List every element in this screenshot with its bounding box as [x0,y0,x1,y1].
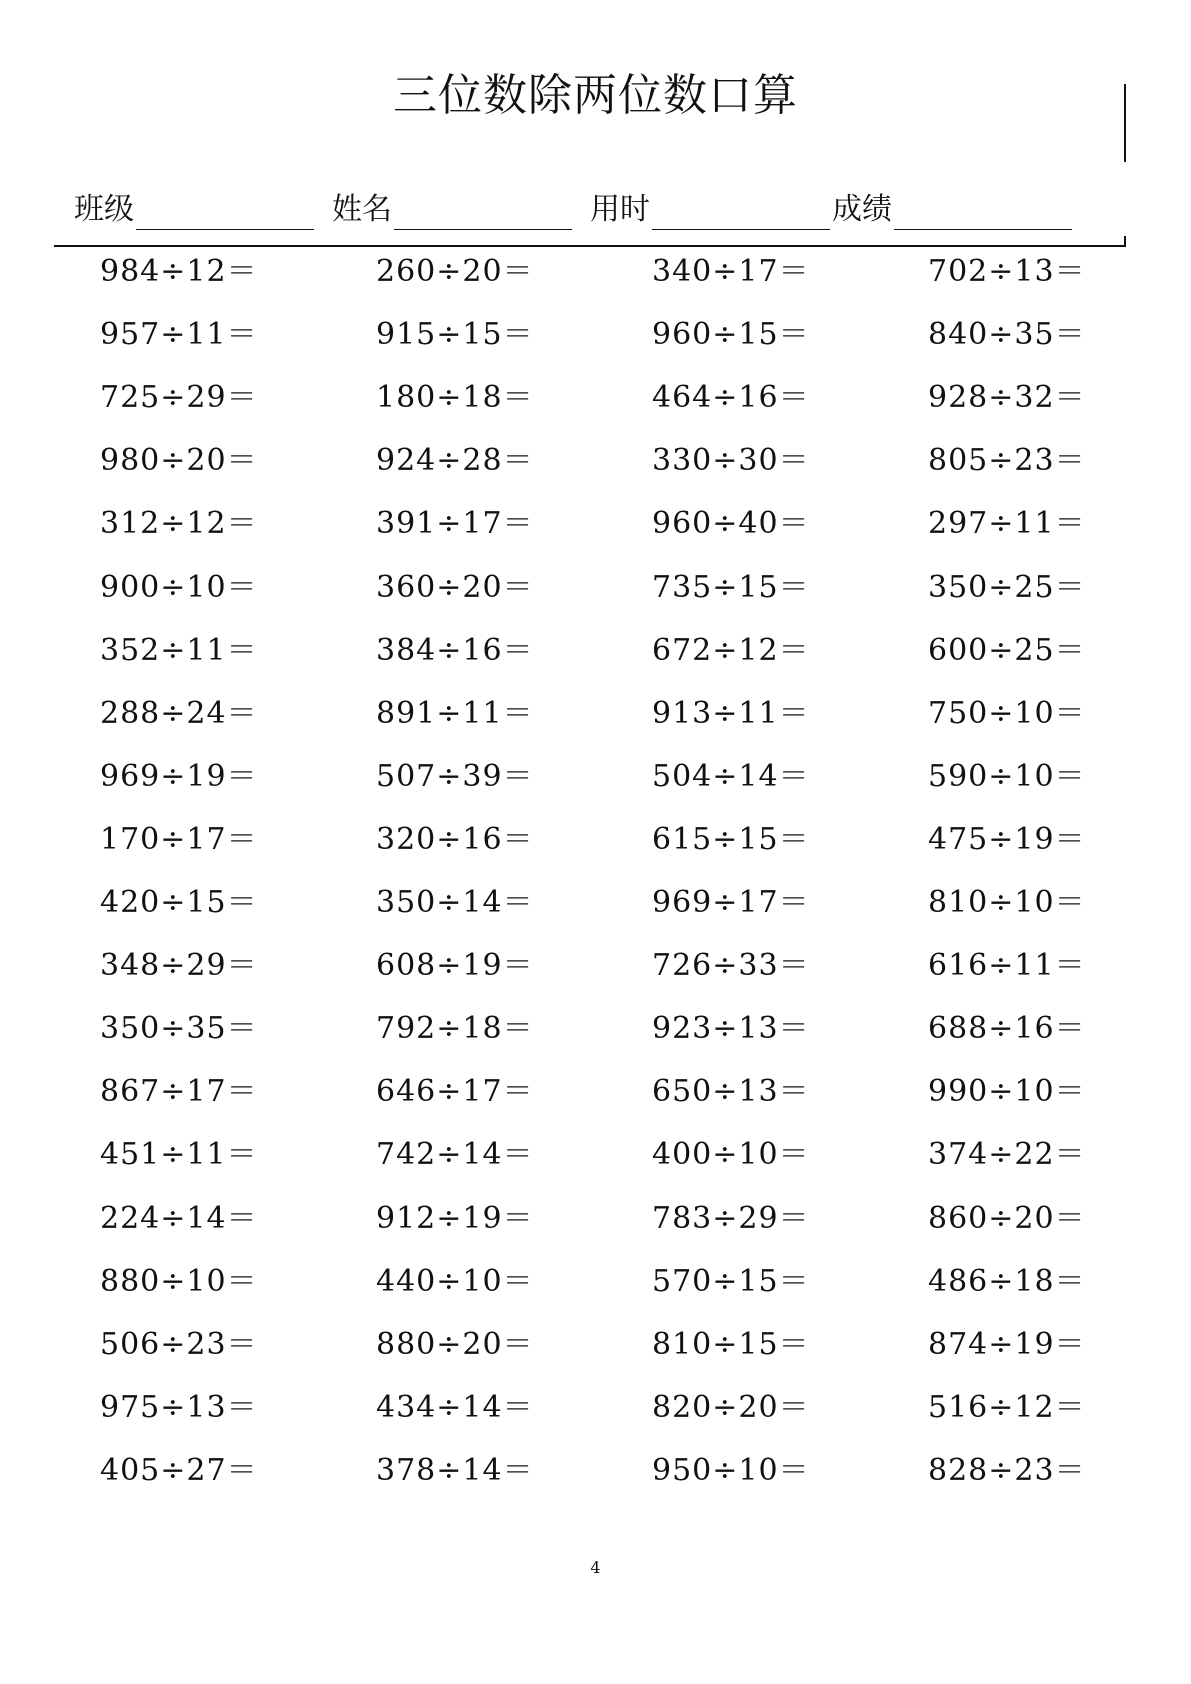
problem-cell: 840÷35＝ [928,317,1086,353]
problem-cell: 950÷10＝ [652,1452,810,1488]
field-score [832,190,1072,230]
problem-row [0,504,1191,544]
problem-cell: 288÷24＝ [100,695,258,731]
problem-cell: 928÷32＝ [928,380,1086,416]
problem-cell: 726÷33＝ [652,948,810,984]
problem-cell: 880÷10＝ [100,1263,258,1299]
problem-cell: 891÷11＝ [376,695,534,731]
problem-row [0,820,1191,860]
problem-cell: 350÷35＝ [100,1011,258,1047]
problem-row [0,1451,1191,1491]
problem-cell: 828÷23＝ [928,1452,1086,1488]
problem-cell: 312÷12＝ [100,506,258,542]
info-header [0,190,1191,240]
problem-cell: 805÷23＝ [928,443,1086,479]
problem-cell: 984÷12＝ [100,254,258,289]
problem-cell: 434÷14＝ [376,1389,534,1425]
field-class [74,190,314,230]
problem-cell: 874÷19＝ [928,1326,1086,1362]
problem-cell: 957÷11＝ [100,317,258,353]
field-time [590,190,830,230]
problem-cell: 923÷13＝ [652,1011,810,1047]
problem-row [0,757,1191,797]
problem-cell: 810÷15＝ [652,1326,810,1362]
problem-row [0,631,1191,671]
field-name [332,190,572,230]
problem-cell: 391÷17＝ [376,506,534,542]
problem-row [0,378,1191,418]
problem-cell: 451÷11＝ [100,1137,258,1173]
problem-cell: 352÷11＝ [100,632,258,668]
field-score-label: 成绩 [832,192,892,227]
problem-cell: 672÷12＝ [652,632,810,668]
problem-cell: 860÷20＝ [928,1200,1086,1236]
problem-cell: 969÷17＝ [652,885,810,920]
problem-cell: 348÷29＝ [100,948,258,984]
field-name-blank[interactable] [394,193,572,230]
problem-row [0,1009,1191,1049]
problem-cell: 600÷25＝ [928,632,1086,668]
problem-cell: 405÷27＝ [100,1452,258,1488]
problem-cell: 615÷15＝ [652,821,810,857]
problem-row [0,1262,1191,1302]
page-title: 三位数除两位数口算 [393,70,798,121]
problem-cell: 735÷15＝ [652,569,810,605]
problem-cell: 742÷14＝ [376,1137,534,1173]
field-time-label: 用时 [590,192,650,227]
problem-cell: 507÷39＝ [376,758,534,794]
problem-cell: 350÷14＝ [376,885,534,920]
problem-cell: 297÷11＝ [928,506,1086,542]
problem-cell: 608÷19＝ [376,948,534,984]
problem-cell: 374÷22＝ [928,1137,1086,1173]
problem-cell: 725÷29＝ [100,380,258,416]
problem-row [0,1199,1191,1239]
problem-cell: 516÷12＝ [928,1389,1086,1425]
problem-cell: 616÷11＝ [928,948,1086,984]
problem-cell: 180÷18＝ [376,380,534,416]
problem-cell: 688÷16＝ [928,1011,1086,1047]
problem-row [0,694,1191,734]
problem-cell: 506÷23＝ [100,1326,258,1362]
problem-cell: 900÷10＝ [100,569,258,605]
problem-cell: 170÷17＝ [100,821,258,857]
problem-row [0,883,1191,923]
field-class-blank[interactable] [136,193,314,230]
problem-cell: 924÷28＝ [376,443,534,479]
problem-cell: 646÷17＝ [376,1074,534,1110]
problem-cell: 384÷16＝ [376,632,534,668]
problem-cell: 650÷13＝ [652,1074,810,1110]
problem-row [0,441,1191,481]
problem-cell: 880÷20＝ [376,1326,534,1362]
problem-row [0,946,1191,986]
problem-cell: 702÷13＝ [928,254,1086,289]
problem-cell: 400÷10＝ [652,1137,810,1173]
problem-row [0,568,1191,608]
problem-cell: 969÷19＝ [100,758,258,794]
problem-cell: 360÷20＝ [376,569,534,605]
field-score-blank[interactable] [894,193,1072,230]
problem-cell: 960÷40＝ [652,506,810,542]
field-time-blank[interactable] [652,193,830,230]
problem-row [0,1325,1191,1365]
problem-row [0,1135,1191,1175]
problem-cell: 440÷10＝ [376,1263,534,1299]
problem-cell: 960÷15＝ [652,317,810,353]
page-number: 4 [590,1558,601,1577]
divider-tick [1124,236,1126,246]
problem-cell: 913÷11＝ [652,695,810,731]
problem-cell: 783÷29＝ [652,1200,810,1236]
problem-cell: 486÷18＝ [928,1263,1086,1299]
problem-cell: 570÷15＝ [652,1263,810,1299]
problem-cell: 990÷10＝ [928,1074,1086,1110]
problem-cell: 320÷16＝ [376,821,534,857]
problem-cell: 980÷20＝ [100,443,258,479]
problem-cell: 350÷25＝ [928,569,1086,605]
problem-cell: 820÷20＝ [652,1389,810,1425]
problem-cell: 475÷19＝ [928,821,1086,857]
problem-cell: 260÷20＝ [376,254,534,289]
problem-row [0,1072,1191,1112]
problem-cell: 330÷30＝ [652,443,810,479]
problem-cell: 340÷17＝ [652,254,810,289]
problem-row [0,252,1191,292]
problem-cell: 504÷14＝ [652,758,810,794]
problem-cell: 792÷18＝ [376,1011,534,1047]
problem-cell: 810÷10＝ [928,885,1086,920]
problem-cell: 867÷17＝ [100,1074,258,1110]
problem-row [0,315,1191,355]
problem-cell: 912÷19＝ [376,1200,534,1236]
header-divider [54,245,1126,247]
field-class-label: 班级 [74,192,134,227]
problem-cell: 224÷14＝ [100,1200,258,1236]
problem-cell: 378÷14＝ [376,1452,534,1488]
problem-cell: 420÷15＝ [100,885,258,920]
problem-cell: 464÷16＝ [652,380,810,416]
problem-cell: 975÷13＝ [100,1389,258,1425]
problem-cell: 750÷10＝ [928,695,1086,731]
problem-cell: 590÷10＝ [928,758,1086,794]
problem-row [0,1388,1191,1428]
problem-cell: 915÷15＝ [376,317,534,353]
margin-bar [1124,84,1126,162]
field-name-label: 姓名 [332,192,392,227]
